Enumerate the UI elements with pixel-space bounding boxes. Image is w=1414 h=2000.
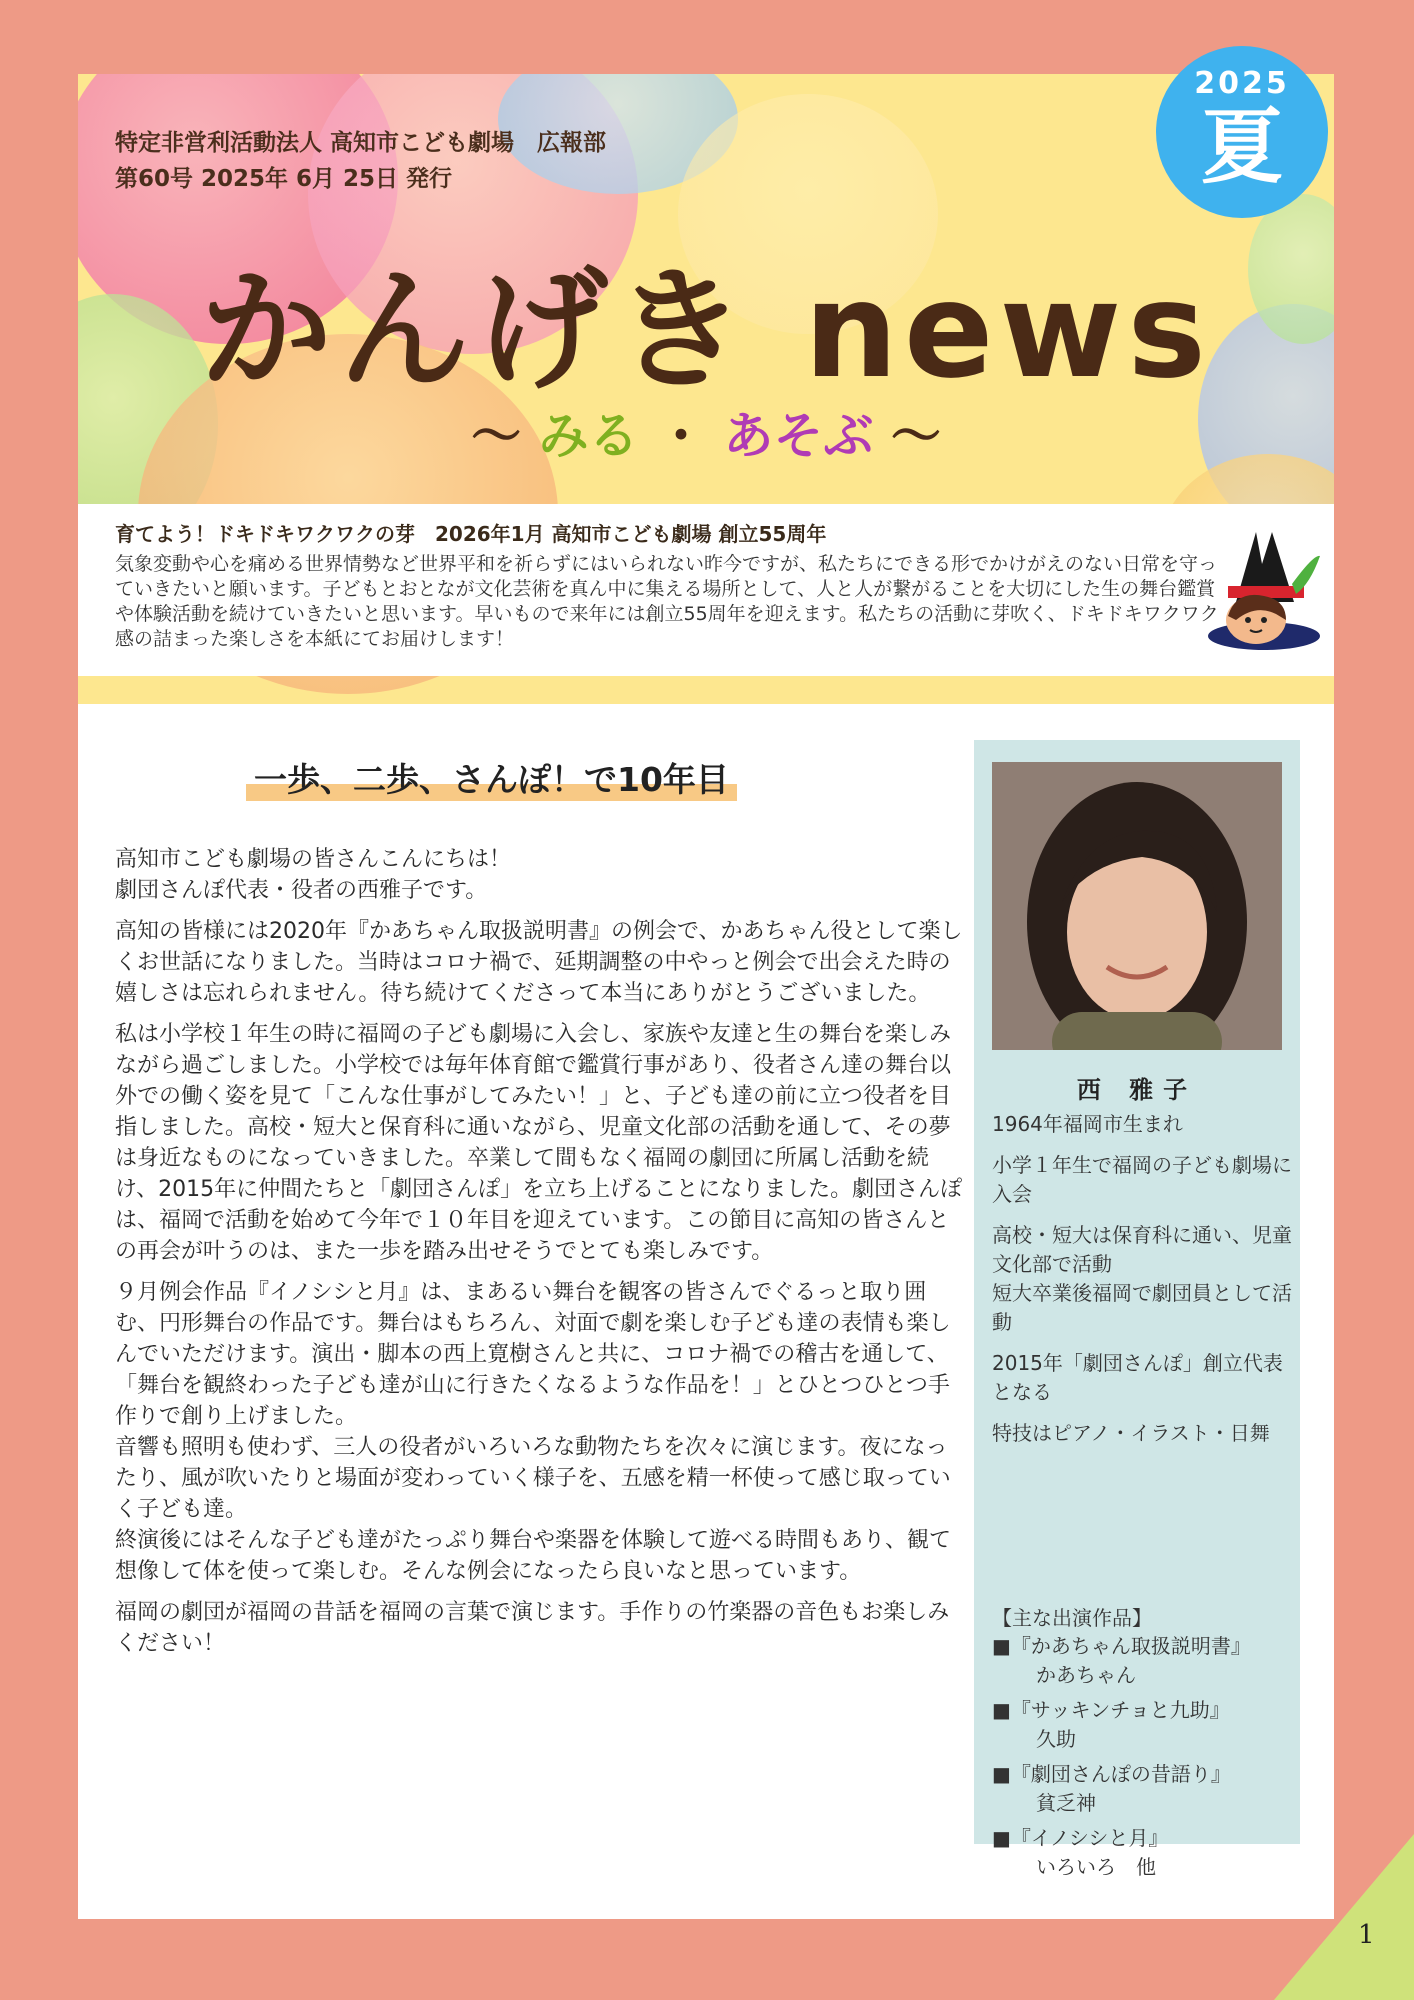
works-heading: 【主な出演作品】	[992, 1606, 1152, 1630]
subtitle-asobu: あそぶ	[723, 407, 874, 465]
profile-item: 高校・短大は保育科に通い、児童文化部で活動	[992, 1223, 1292, 1276]
season-badge	[1156, 46, 1328, 218]
work-role: かあちゃん	[1036, 1663, 1136, 1687]
intro-heading: 育てよう！ドキドキワクワクの芽 2026年1月 高知市こども劇場 創立55周年	[115, 522, 827, 546]
work-role: 貧乏神	[1036, 1791, 1096, 1815]
article-paragraph: ９月例会作品『イノシシと月』は、まあるい舞台を観客の皆さんでぐるっと取り囲む、円形舞台の作品です。舞台はもちろん、対面で劇を楽しむ子ども達の表情も楽しんでいただけます。演出・脚本の西上寛樹さんと共に、コロナ禍での稽古を通して、「舞台を観終わった子ども達が山に行きたくなるような作品を！」とひとつひとつ手作りで創り上げました。	[115, 1280, 951, 1429]
article-body	[115, 844, 965, 1669]
organization-name: 特定非営利活動法人 高知市こども劇場 広報部	[115, 130, 607, 156]
intro-box	[78, 504, 1334, 676]
profile-sidebar	[974, 740, 1300, 1879]
header-banner	[78, 74, 1334, 704]
corner-decoration	[1274, 1834, 1414, 2000]
badge-season: 夏	[1200, 100, 1283, 195]
work-title: ■『イノシシと月』	[992, 1826, 1169, 1850]
work-title: ■『かあちゃん取扱説明書』	[992, 1634, 1251, 1658]
witch-mascot-icon	[1206, 524, 1324, 659]
badge-year: 2025	[1194, 66, 1290, 101]
article-paragraph: 高知市こども劇場の皆さんこんにちは！	[115, 847, 512, 872]
article-paragraph: 劇団さんぽ代表・役者の西雅子です。	[115, 878, 488, 903]
profile-name: 西 雅子	[1076, 1076, 1198, 1104]
article-title: 一歩、二歩、さんぽ！で10年目	[246, 754, 737, 801]
work-item	[992, 1760, 1292, 1818]
work-item	[992, 1824, 1292, 1882]
intro-text: 気象変動や心を痛める世界情勢など世界平和を祈らずにはいられない昨今ですが、私たちにできる形でかけがえのない日常を守っていきたいと願います。子どもとおとなが文化芸術を真ん中に集える場所として、人と人が繋がることを大切にした生の舞台鑑賞や体験活動を続けていきたいと思います。早いもので来年には創立55周年を迎えます。私たちの活動に芽吹く、ドキドキワクワク感の詰まった楽しさを本紙にてお届けします！	[115, 553, 1219, 650]
profile-item: 短大卒業後福岡で劇団員として活動	[992, 1281, 1292, 1334]
work-role: いろいろ 他	[1036, 1855, 1156, 1879]
publisher-info	[115, 125, 606, 197]
subtitle-dot: ・	[656, 407, 706, 465]
article-paragraph: 私は小学校１年生の時に福岡の子ども劇場に入会し、家族や友達と生の舞台を楽しみながら過ごしました。小学校では毎年体育館で鑑賞行事があり、役者さん達の舞台以外での働く姿を見て「こんな仕事がしてみたい！」と、子ども達の前に立つ役者を目指しました。高校・短大と保育科に通いながら、児童文化部の活動を通して、その夢は身近なものになっていきました。卒業して間もなく福岡の劇団に所属し活動を続け、2015年に仲間たちと「劇団さんぽ」を立ち上げることになりました。劇団さんぽは、福岡で活動を始めて今年で１０年目を迎えています。この節目に高知の皆さんとの再会が叶うのは、また一歩を踏み出せそうでとても楽しみです。	[115, 1022, 963, 1264]
portrait-photo	[992, 762, 1282, 1050]
profile-details	[992, 1110, 1292, 1460]
newsletter-subtitle	[78, 396, 1334, 468]
work-item	[992, 1632, 1292, 1690]
profile-item: 特技はピアノ・イラスト・日舞	[992, 1421, 1270, 1445]
article-paragraph: 福岡の劇団が福岡の昔話を福岡の言葉で演じます。手作りの竹楽器の音色もお楽しみください！	[115, 1600, 950, 1656]
subtitle-tilde-left: 〜	[471, 407, 522, 465]
newsletter-title: かんげき news	[200, 254, 1212, 408]
subtitle-miru: みる	[538, 407, 639, 465]
article-paragraph: 終演後にはそんな子ども達がたっぷり舞台や楽器を体験して遊べる時間もあり、観て想像して体を使って楽しむ。そんな例会になったら良いなと思っています。	[115, 1528, 952, 1584]
subtitle-tilde-right: 〜	[890, 407, 941, 465]
portrait-image	[992, 762, 1282, 1050]
work-title: ■『サッキンチョと九助』	[992, 1698, 1230, 1722]
works-list	[992, 1632, 1292, 1888]
profile-item: 1964年福岡市生まれ	[992, 1112, 1183, 1136]
work-role: 久助	[1036, 1727, 1076, 1751]
work-title: ■『劇団さんぽの昔語り』	[992, 1762, 1231, 1786]
profile-item: 2015年「劇団さんぽ」創立代表となる	[992, 1351, 1283, 1404]
issue-info: 第60号 2025年 6月 25日 発行	[115, 166, 453, 192]
work-item	[992, 1696, 1292, 1754]
profile-item: 小学１年生で福岡の子ども劇場に入会	[992, 1153, 1292, 1206]
article-paragraph: 音響も照明も使わず、三人の役者がいろいろな動物たちを次々に演じます。夜になったり、風が吹いたりと場面が変わっていく様子を、五感を精一杯使って感じ取っていく子ども達。	[115, 1435, 951, 1522]
article-paragraph: 高知の皆様には2020年『かあちゃん取扱説明書』の例会で、かあちゃん役として楽しくお世話になりました。当時はコロナ禍で、延期調整の中やっと例会で出会えた時の嬉しさは忘れられません。待ち続けてくださって本当にありがとうございました。	[115, 919, 963, 1006]
newsletter-page	[78, 74, 1334, 1919]
page-number: 1	[1358, 1920, 1375, 1950]
